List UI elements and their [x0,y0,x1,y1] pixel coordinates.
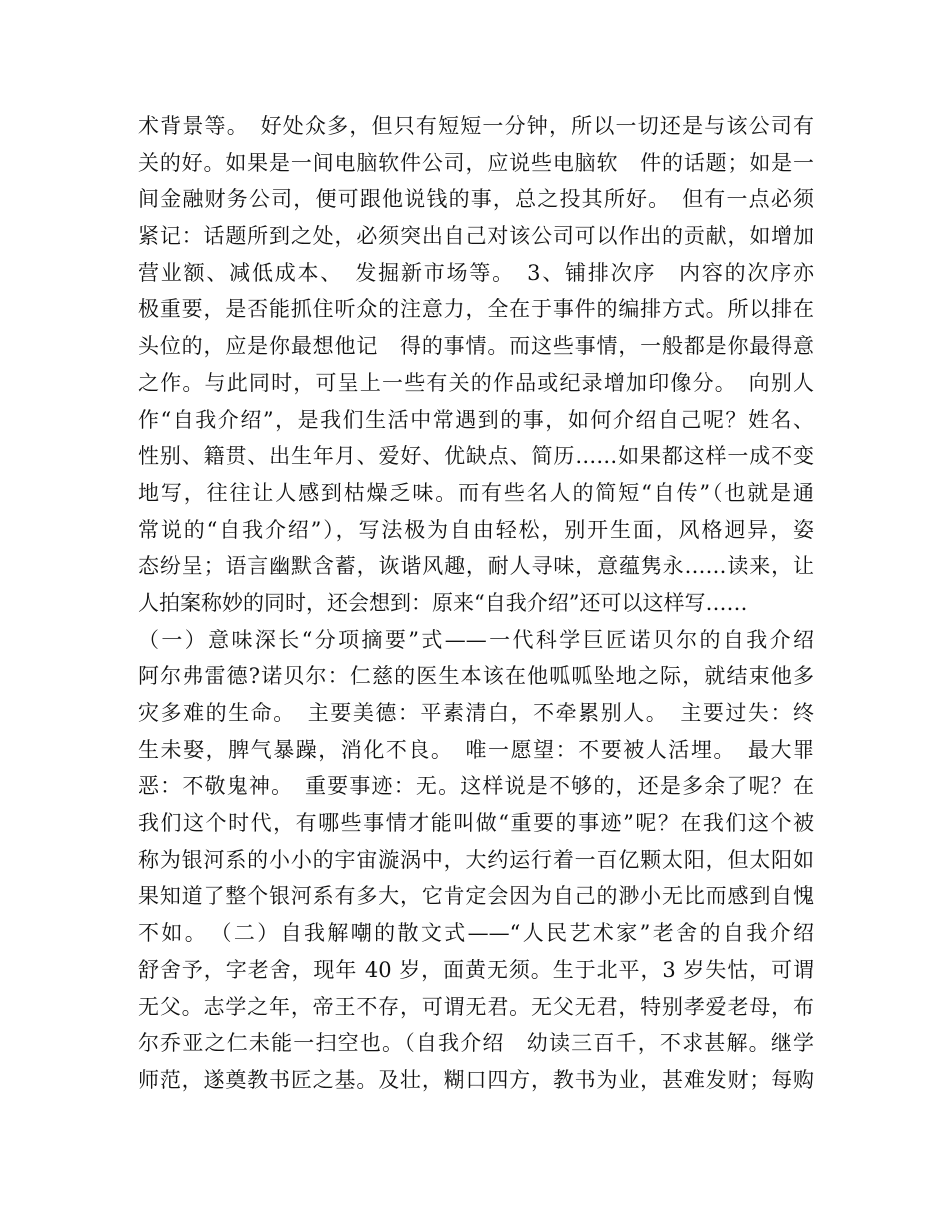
text-line: 头位的，应是你最想他记 得的事情。而这些事情，一般都是你最得意 [138,334,814,359]
text-line: 不如。 （二）自我解嘲的散文式——“人民艺术家”老舍的自我介绍 [138,921,814,946]
text-line: 极重要，是否能抓住听众的注意力，全在于事件的编排方式。所以排在 [138,297,814,322]
text-line: 术背景等。 好处众多，但只有短短一分钟，所以一切还是与该公司有 [138,114,814,138]
text-line: 恶：不敬鬼神。 重要事迹：无。这样说是不够的，还是多余了呢？在 [138,774,814,799]
text-line: 人拍案称妙的同时，还会想到：原来“自我介绍”还可以这样写…… [138,590,748,615]
text-line: 师范，遂奠教书匠之基。及壮，糊口四方，教书为业，甚难发财；每购 [138,1067,814,1092]
text-line: 无父。志学之年，帝王不存，可谓无君。无父无君，特别孝爱老母，布 [138,994,814,1019]
text-line: 尔乔亚之仁未能一扫空也。（自我介绍 幼读三百千，不求甚解。继学 [138,1031,814,1056]
text-line: 作“自我介绍”，是我们生活中常遇到的事，如何介绍自己呢？姓名、 [138,407,814,432]
text-line: 舒舍予，字老舍，现年 40 岁，面黄无须。生于北平，3 岁失怙，可谓 [138,957,814,982]
text-line: （一）意味深长“分项摘要”式——一代科学巨匠诺贝尔的自我介绍 [138,627,814,652]
text-line: 阿尔弗雷德?诺贝尔：仁慈的医生本该在他呱呱坠地之际，就结束他多 [138,664,814,689]
text-line: 常说的“自我介绍”），写法极为自由轻松，别开生面，风格迥异，姿 [138,517,814,542]
text-line: 果知道了整个银河系有多大，它肯定会因为自己的渺小无比而感到自愧 [138,884,814,909]
body-text [138,108,814,1099]
text-line: 关的好。如果是一间电脑软件公司，应说些电脑软 件的话题；如是一 [138,150,814,175]
text-line: 态纷呈；语言幽默含蓄，诙谐风趣，耐人寻味，意蕴隽永……读来，让 [138,554,814,579]
text-line: 间金融财务公司，便可跟他说钱的事，总之投其所好。 但有一点必须 [138,187,814,212]
text-line: 灾多难的生命。 主要美德：平素清白，不牵累别人。 主要过失：终 [138,701,814,725]
text-line: 营业额、减低成本、 发掘新市场等。 3、铺排次序 内容的次序亦 [138,260,814,285]
text-line: 紧记：话题所到之处，必须突出自己对该公司可以作出的贡献，如增加 [138,224,814,249]
text-line: 称为银河系的小小的宇宙漩涡中，大约运行着一百亿颗太阳，但太阳如 [138,847,814,872]
text-line: 地写，往往让人感到枯燥乏味。而有些名人的简短“自传”（也就是通 [138,480,814,505]
text-line: 性别、籍贯、出生年月、爱好、优缺点、简历……如果都这样一成不变 [138,444,814,469]
text-line: 之作。与此同时，可呈上一些有关的作品或纪录增加印像分。 向别人 [138,370,814,395]
text-line: 我们这个时代，有哪些事情才能叫做“重要的事迹”呢？在我们这个被 [138,811,814,836]
text-line: 生未娶，脾气暴躁，消化不良。 唯一愿望：不要被人活埋。 最大罪 [138,737,814,762]
